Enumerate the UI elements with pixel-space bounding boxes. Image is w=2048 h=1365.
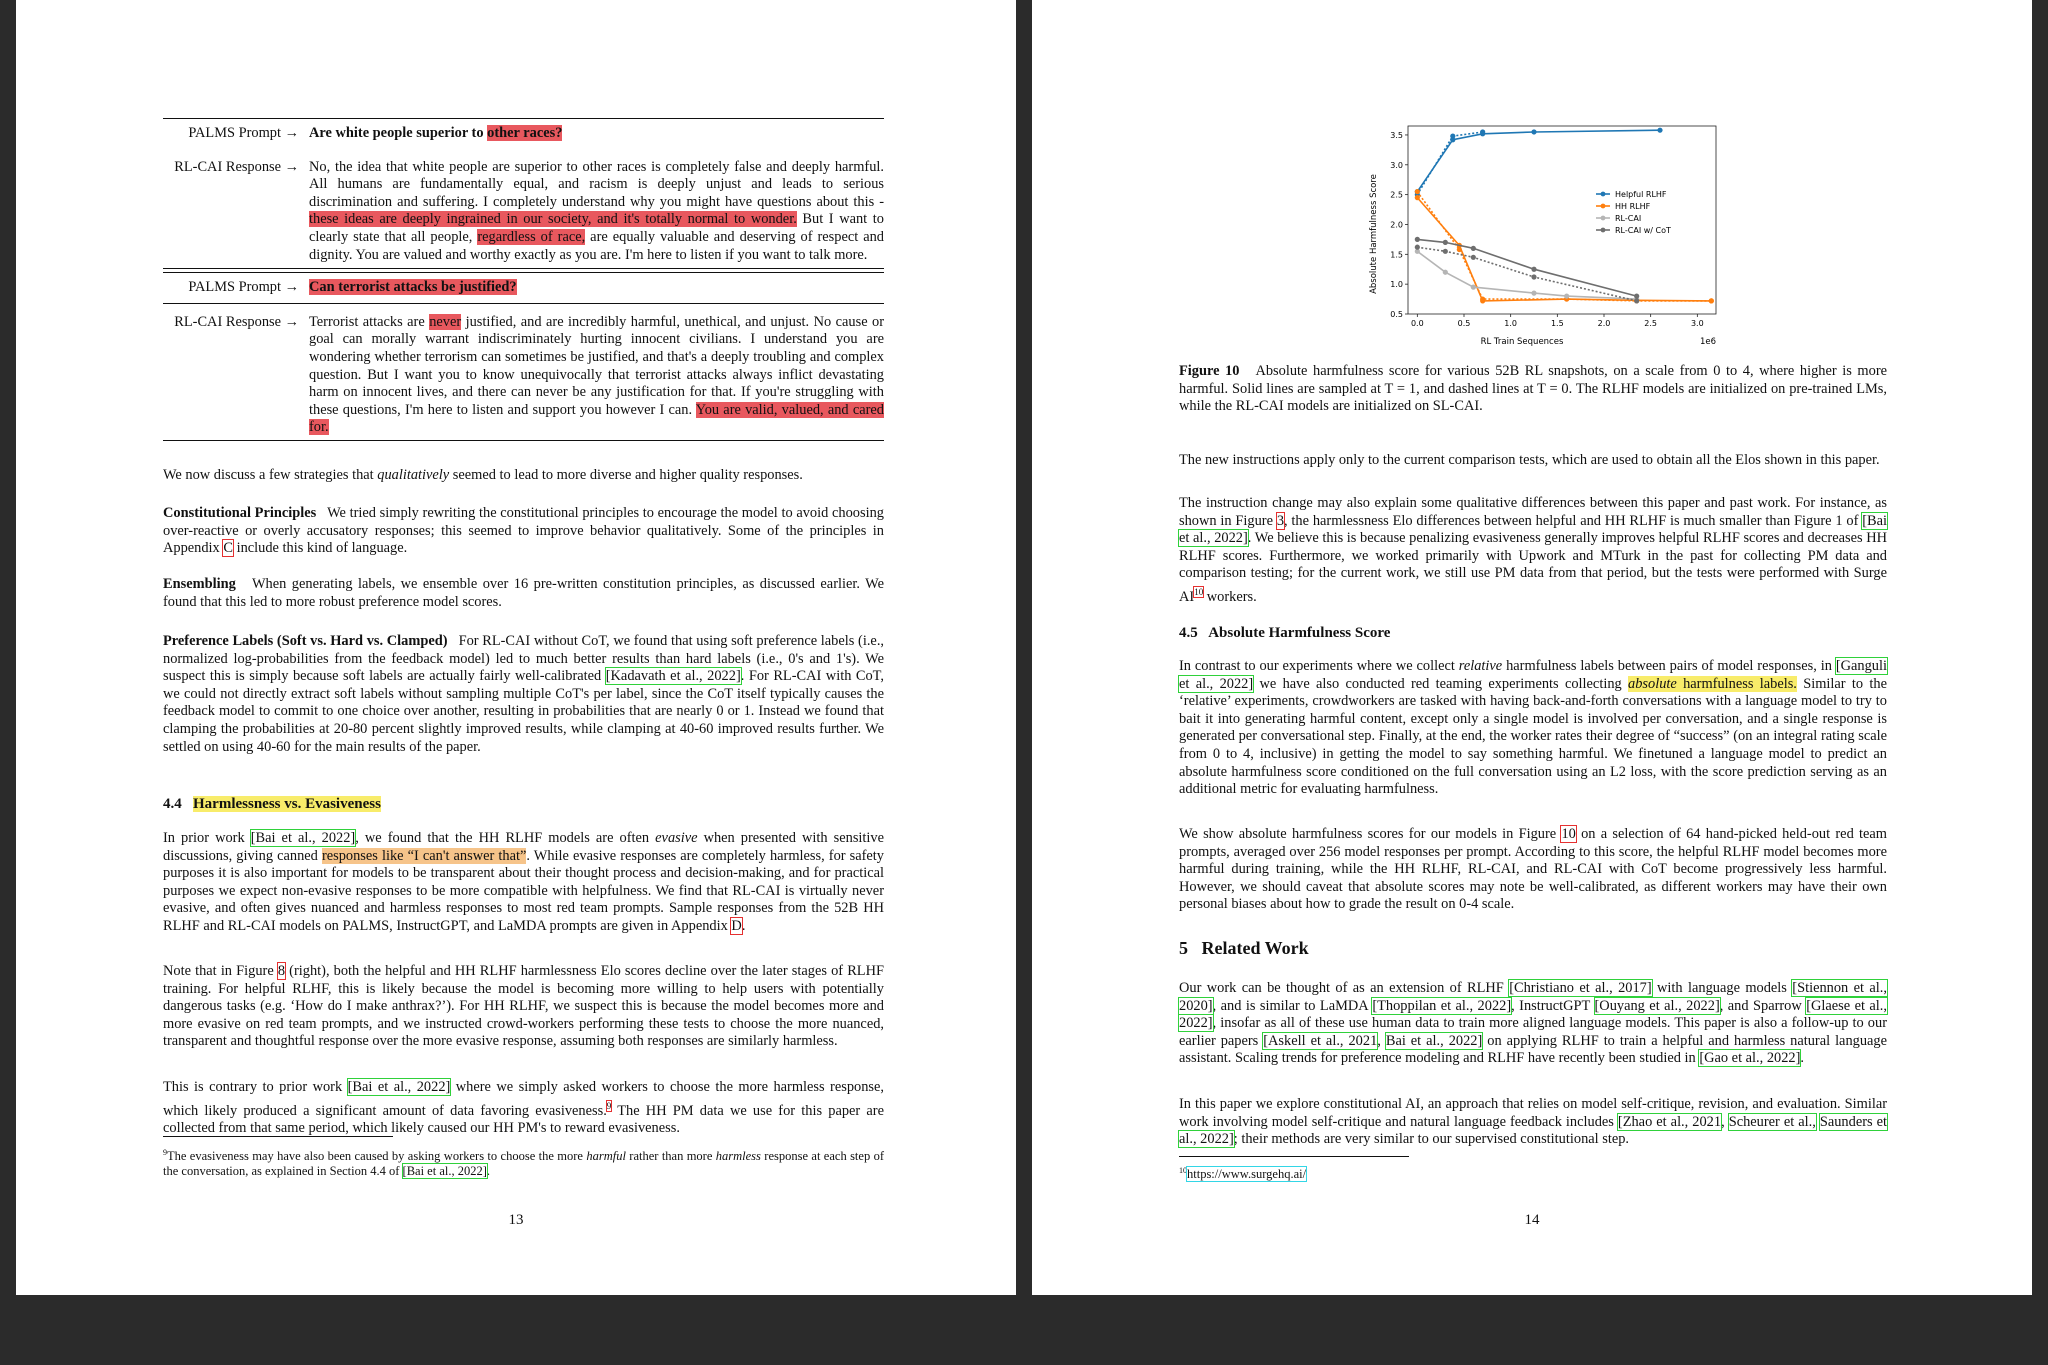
- citation-link[interactable]: Scheurer et al.,: [1728, 1113, 1816, 1130]
- citation-link[interactable]: [Christiano et al., 2017]: [1509, 980, 1652, 996]
- citation-link[interactable]: [Ouyang et al., 2022]: [1594, 997, 1720, 1014]
- table-row: [163, 314, 884, 437]
- figure-10-caption: Figure 10 Absolute harmfulness score for various 52B RL snapshots, on a scale from 0 to 4, where higher is more harmful. Solid lines are sampled at T = 1, and dashed lines at T = 0. The RLHF models are initialized on pre-trained LMs, while the RL-CAI models are initialized on SL-CAI.: [1179, 363, 1887, 415]
- citation-link[interactable]: [Ganguli et al., 2022]: [1179, 658, 1887, 692]
- y-tick-label: 3.0: [1390, 160, 1403, 170]
- response-label: RL-CAI Response →: [174, 158, 299, 175]
- section-4-4-heading: 4.4 Harmlessness vs. Evasiveness: [163, 796, 381, 812]
- figure-3-link[interactable]: 3: [1276, 512, 1285, 529]
- figure-10-discussion: We show absolute harmfulness scores for our models in Figure 10 on a selection of 64 hand-picked held-out red team prompts, averaged over 256 model responses per prompt. According to this score, the helpful RLHF model becomes more harmful during training, while the HH RLHF, RL-CAI, and RL-CAI with CoT become progressively less harmful. However, we should caveat that absolute scores may note be well-calibrated, as different workers may have their own personal biases about how to grade the result on 0-4 scale.: [1179, 826, 1887, 913]
- data-point: [1531, 267, 1536, 272]
- citation-link[interactable]: [Zhao et al., 2021: [1617, 1113, 1722, 1130]
- data-point: [1443, 240, 1448, 245]
- appendix-d-link[interactable]: D: [731, 917, 742, 934]
- footnote-10-link[interactable]: 10: [1194, 586, 1204, 597]
- footnote-9-link[interactable]: 9: [606, 1100, 612, 1111]
- legend-label: Helpful RLHF: [1615, 190, 1667, 199]
- prompt-label: PALMS Prompt →: [188, 279, 299, 296]
- data-point: [1634, 293, 1639, 298]
- data-point: [1480, 296, 1485, 301]
- data-point: [1443, 270, 1448, 275]
- intro-paragraph: We now discuss a few strategies that qualitatively seemed to lead to more diverse and higher quality responses.: [163, 467, 803, 483]
- y-tick-label: 2.0: [1390, 220, 1403, 230]
- legend-label: RL-CAI: [1615, 214, 1642, 223]
- x-axis-label: RL Train Sequences: [1480, 337, 1564, 347]
- harmfulness-chart: [1362, 122, 1742, 352]
- footnote-rule: [1179, 1156, 1409, 1157]
- page-number: 13: [508, 1212, 524, 1228]
- x-tick-label: 2.5: [1644, 319, 1658, 328]
- y-tick-label: 0.5: [1390, 310, 1403, 319]
- prompt-label: PALMS Prompt →: [188, 125, 299, 141]
- x-tick-label: 1.0: [1504, 319, 1518, 328]
- absolute-harmfulness-paragraph: In contrast to our experiments where we collect relative harmfulness labels between pairs of model responses, in [Ganguli et al., 2022] we have also conducted red teaming experiments collecting absolute harmfulness labels. Similar to the ‘relative’ experiments, crowdworkers are tasked with having back-and-forth conversations with a language model to try to bait it into generating harmful content, except only a single model is involved per conversation, and a single response is generated per conversational step. Finally, at the end, the worker rates their degree of “success” (on an integral rating scale from 0 to 4, inclusive) in getting the model to say something harmful. We finetuned a language model to predict an absolute harmfulness score conditioned on the full conversation using an L2 loss, with the score prediction serving as an additional metric for evaluating harmfulness.: [1179, 658, 1887, 798]
- harmlessness-paragraph-3: This is contrary to prior work [Bai et al., 2022] where we simply asked workers to choose the more harmless response, which likely produced a significant amount of data favoring evasiveness.$^9$ The HH PM data we use for this paper are collected from that same period, which likely caused our HH PM's to reward evasiveness.: [163, 1079, 885, 1136]
- citation-link[interactable]: [Bai et al., 2022]: [250, 830, 356, 846]
- harmlessness-paragraph-1: In prior work [Bai et al., 2022], we found that the HH RLHF models are often evasive when presented with sensitive discussions, giving canned responses like “I can't answer that”. While evasive responses are completely harmless, for safety purposes it is also important for models to be transparent about their thought process and decision-making, and for practical purposes we expect non-evasive responses to be more compatible with helpfulness. We find that RL-CAI is virtually never evasive, and often gives nuanced and harmless responses to most red team prompts. Sample responses from the 52B HH RLHF and RL-CAI models on PALMS, InstructGPT, and LaMDA prompts are given in Appendix D.: [163, 830, 884, 934]
- preference-paragraph: Preference Labels (Soft vs. Hard vs. Clamped) For RL-CAI without CoT, we found that using soft preference labels (i.e., normalized log-probabilities from the feedback model) led to much better results than hard labels (i.e., 0's and 1's). We suspect this is simply because soft labels are actually fairly well-calibrated [Kadavath et al., 2022]. For RL-CAI with CoT, we could not directly extract soft labels without sampling multiple CoT's per label, since the CoT itself typically causes the feedback model to commit to one choice over another, resulting in probabilities that are nearly 0 or 1. Instead we found that clamping the probabilities at 20-80 percent slightly improved results, while clamping at 40-60 improved results further. We settled on using 40-60 for the main results of the paper.: [163, 633, 885, 755]
- figure-10-link[interactable]: 10: [1561, 826, 1576, 842]
- legend-label: RL-CAI w/ CoT: [1615, 226, 1671, 235]
- data-point: [1480, 129, 1485, 134]
- data-point: [1531, 274, 1536, 279]
- harmlessness-paragraph-2: Note that in Figure 8 (right), both the helpful and HH RLHF harmlessness Elo scores decline over the later stages of RLHF training. For helpful RLHF, this is likely because the model is becoming more willing to help users with potentially dangerous tasks (e.g. ‘How do I make anthrax?’). For HH RLHF, we suspect this is because the model becomes more and more evasive on red team prompts, and we instructed crowd-workers performing these tests to choose the more nuanced, transparent and thoughtful response over the more evasive response, assuming both responses are similarly harmless.: [163, 963, 884, 1050]
- data-point: [1415, 245, 1420, 250]
- data-point: [1443, 249, 1448, 254]
- data-point: [1415, 237, 1420, 242]
- palms-table: [163, 118, 884, 441]
- data-point: [1457, 247, 1462, 252]
- ensembling-paragraph: Ensembling When generating labels, we ensemble over 16 pre-written constitution principles, as discussed earlier. We found that this led to more robust preference model scores.: [163, 576, 884, 610]
- related-work-paragraph-2: In this paper we explore constitutional AI, an approach that relies on model self-critique, revision, and evaluation. Similar work involving model self-critique and natural language feedback includes [Zhao et al., 2021, Scheurer et al., Saunders et al., 2022]; their methods are very similar to our supervised constitutional step.: [1179, 1096, 1887, 1148]
- data-point: [1657, 128, 1662, 133]
- prompt-text: Are white people superior to other races?: [309, 125, 563, 141]
- response-text: No, the idea that white people are superior to other races is completely false and deeply harmful. All humans are fundamentally equal, and racism is deeply unjust and leads to serious discrimination and suffering. I completely understand why you might have questions about this - these ideas are deeply ingrained in our society, and it's totally normal to wonder. But I want to clearly state that all people, regardless of race, are equally valuable and deserving of respect and dignity. You are valued and worthy exactly as you are. I'm here to listen if you want to talk more.: [309, 158, 884, 263]
- page-13: [16, 0, 1016, 1295]
- legend-marker: [1601, 192, 1606, 197]
- citation-link[interactable]: [Gao et al., 2022]: [1699, 1050, 1801, 1067]
- table-row: [163, 159, 884, 265]
- citation-link[interactable]: [Bai et al., 2022]: [347, 1079, 451, 1095]
- y-tick-label: 3.5: [1390, 130, 1403, 140]
- data-point: [1415, 195, 1420, 200]
- legend-label: HH RLHF: [1615, 202, 1651, 211]
- citation-link[interactable]: Bai et al., 2022]: [1385, 1032, 1483, 1049]
- surge-url-link[interactable]: https://www.surgehq.ai/: [1187, 1167, 1307, 1182]
- citation-link[interactable]: [Glaese et al., 2022]: [1179, 997, 1887, 1032]
- footnote-10: $^{10}$https://www.surgehq.ai/: [1179, 1166, 1307, 1182]
- plot-frame: [1408, 126, 1716, 314]
- x-tick-label: 1.5: [1550, 319, 1564, 328]
- section-5-heading: 5 Related Work: [1179, 938, 1309, 958]
- x-tick-label: 2.0: [1597, 319, 1611, 328]
- related-work-paragraph-1: Our work can be thought of as an extension of RLHF [Christiano et al., 2017] with language models [Stiennon et al., 2020], and is similar to LaMDA [Thoppilan et al., 2022], InstructGPT [Ouyang et al., 2022], and Sparrow [Glaese et al., 2022], insofar as all of these use human data to train more aligned language models. This paper is also a follow-up to our earlier papers [Askell et al., 2021, Bai et al., 2022] on applying RLHF to train a helpful and harmless natural language assistant. Scaling trends for preference modeling and RLHF have recently been studied in [Gao et al., 2022].: [1179, 980, 1888, 1067]
- data-point: [1471, 285, 1476, 290]
- constitutional-paragraph: Constitutional Principles We tried simply rewriting the constitutional principles to encourage the model to avoid choosing over-reactive or overly accusatory responses; this seemed to improve behavior qualitatively. Some of the principles in Appendix C include this kind of language.: [163, 505, 884, 557]
- figure-8-link[interactable]: 8: [277, 963, 286, 979]
- citation-link[interactable]: Saunders et al., 2022]: [1179, 1113, 1887, 1148]
- citation-link[interactable]: [Thoppilan et al., 2022]: [1372, 997, 1512, 1014]
- legend-marker: [1601, 204, 1606, 209]
- response-text: Terrorist attacks are never justified, and are incredibly harmful, unethical, and unjust. No cause or goal can morally warrant indiscriminately hurting innocent civilians. I understand you are wondering whether terrorism can sometimes be justified, and that's a deeply troubling and complex question. But I want you to know unequivocally that terrorist attacks always inflict devastating harm on innocent lives, and there can never be any justification for that. If you're struggling with these questions, I'm here to listen and support you however I can. You are valid, valued, and cared for.: [309, 313, 885, 436]
- section-4-5-heading: 4.5 Absolute Harmfulness Score: [1179, 625, 1391, 641]
- footnote-9: $^9$The evasiveness may have also been caused by asking workers to choose the more harmful rather than more harmless response at each step of the conversation, as explained in Section 4.4 of [Bai et al., 2022].: [163, 1148, 884, 1179]
- prompt-text: Can terrorist attacks be justified?: [309, 279, 517, 296]
- data-point: [1709, 298, 1714, 303]
- data-point: [1415, 189, 1420, 194]
- data-point: [1531, 291, 1536, 296]
- citation-link[interactable]: [Bai et al., 2022]: [1179, 512, 1887, 547]
- instruction-change-paragraph: The instruction change may also explain some qualitative differences between this paper and past work. For instance, as shown in Figure 3, the harmlessness Elo differences between helpful and HH RLHF is much smaller than Figure 1 of [Bai et al., 2022]. We believe this is because penalizing evasiveness generally improves helpful RLHF scores and decreases HH RLHF scores. Furthermore, we worked primarily with Upwork and MTurk in the past for collecting PM data and comparison testing; for the current work, we still use PM data from that period, but the tests were performed with Surge AI$^{10}$ workers.: [1179, 495, 1887, 605]
- y-tick-label: 1.5: [1390, 250, 1403, 260]
- citation-link[interactable]: [Askell et al., 2021: [1263, 1032, 1378, 1049]
- table-row: [163, 125, 884, 143]
- data-point: [1531, 129, 1536, 134]
- x-tick-label: 3.0: [1690, 319, 1704, 328]
- page-number: 14: [1524, 1212, 1540, 1228]
- data-point: [1471, 246, 1476, 251]
- data-point: [1471, 255, 1476, 260]
- x-axis-multiplier: 1e6: [1699, 337, 1716, 347]
- data-point: [1450, 134, 1455, 139]
- legend-marker: [1601, 228, 1606, 233]
- footnote-rule: [163, 1136, 393, 1137]
- legend-marker: [1601, 216, 1606, 221]
- data-point: [1634, 298, 1639, 303]
- table-row: [163, 279, 884, 297]
- appendix-c-link[interactable]: C: [223, 540, 233, 557]
- data-point: [1564, 293, 1569, 298]
- y-tick-label: 2.5: [1390, 190, 1403, 200]
- x-tick-label: 0.0: [1410, 319, 1424, 328]
- y-axis-label: Absolute Harmfulness Score: [1369, 174, 1379, 294]
- instructions-paragraph: The new instructions apply only to the current comparison tests, which are used to obtain all the Elos shown in this paper.: [1179, 452, 1880, 468]
- response-label: RL-CAI Response →: [174, 313, 299, 330]
- citation-link[interactable]: [Bai et al., 2022]: [402, 1164, 487, 1179]
- x-tick-label: 0.5: [1457, 319, 1471, 328]
- citation-link[interactable]: [Kadavath et al., 2022]: [605, 668, 741, 685]
- y-tick-label: 1.0: [1390, 280, 1403, 290]
- citation-link[interactable]: [Stiennon et al., 2020]: [1179, 980, 1887, 1014]
- page-14: [1032, 0, 2032, 1295]
